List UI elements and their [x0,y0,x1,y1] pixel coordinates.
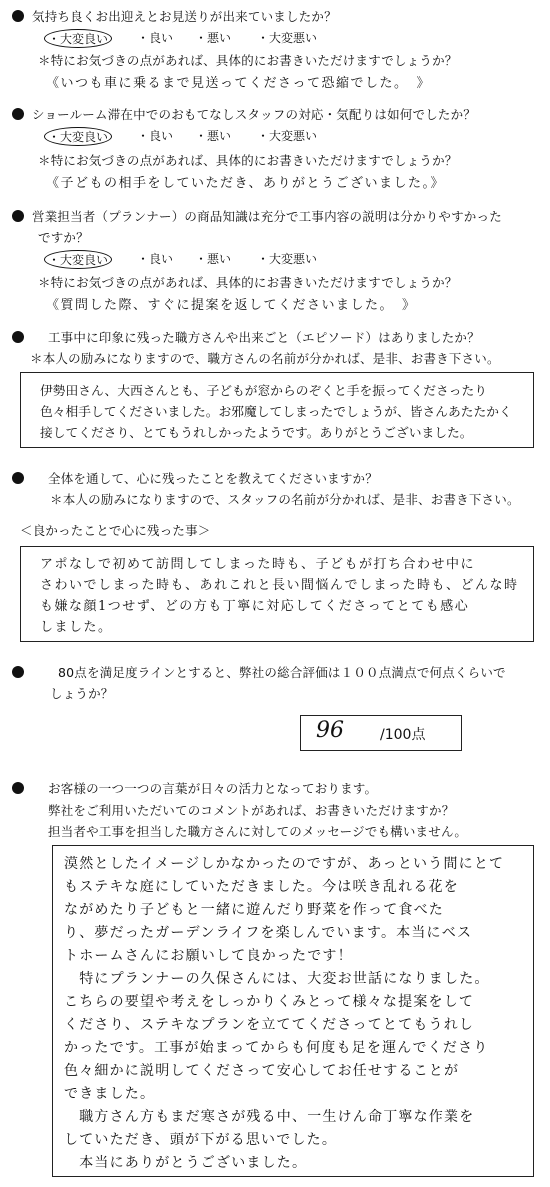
q1-options [0,29,550,47]
q4-answer-line: 接してくださり、とてもうれしかったようです。ありがとうございました。 [40,426,473,441]
q5-subheading: ＜良かったことで心に残った事＞ [20,523,211,538]
q4-note: ＊本人の励みになりますので、職方さんの名前が分かれば、是非、お書き下さい。 [30,351,500,366]
q5-answer-line: も嫌な顔1つせず、どの方も丁寧に対応してくださってとても感心 [40,599,470,614]
q5-answer-line: しました。 [40,620,113,635]
q6-bullet [12,666,24,678]
q7-answer-line: 本当にありがとうございました。 [64,1155,308,1171]
q5-note: ＊本人の励みになりますので、スタッフの名前が分かれば、是非、お書き下さい。 [50,492,520,507]
q7-answer-line: できました。 [64,1086,156,1102]
q6-score-suffix: /100点 [380,727,426,743]
q3-option-bad[interactable]: ・悪い [195,252,232,266]
q7-answer-line: 漠然としたイメージしかなかったのですが、あっという間にとて [64,856,505,872]
q3-answer: 《質問した際、すぐに提案を返してくださいました。 》 [46,298,417,313]
q1-option-good[interactable]: ・良い [137,31,174,45]
q7-answer-line: していただき、頭が下がる思いでした。 [64,1132,338,1148]
q7-answer-line: もステキな庭にしていただきました。今は咲き乱れる花を [64,879,459,895]
q2-prompt: ＊特にお気づきの点があれば、具体的にお書きいただけますでしょうか？ [38,153,458,168]
q7-answer-line: くださり、ステキなプランを立ててくださってとてもうれし [64,1017,475,1033]
q4-bullet [12,331,24,343]
q1-option-very-bad[interactable]: ・大変悪い [257,31,318,45]
q7-line2: 弊社をご利用いただいてのコメントがあれば、お書きいただけますか？ [48,803,455,818]
q7-line3: 担当者や工事を担当した職方さんに対してのメッセージでも構いません。 [48,824,468,839]
q3-question-line1: 営業担当者（プランナー）の商品知識は充分で工事内容の説明は分かりやすかった [32,209,502,224]
q3-question-line2: ですか？ [38,230,89,245]
q2-question: ショールーム滞在中でのおもてなしスタッフの対応・気配りは如何でしたか？ [32,107,477,122]
q4-question: 工事中に印象に残った職方さんや出来ごと（エピソード）はありましたか？ [48,330,480,345]
q2-option-bad[interactable]: ・悪い [195,129,232,143]
q3-prompt: ＊特にお気づきの点があれば、具体的にお書きいただけますでしょうか？ [38,275,458,290]
q5-answer-line: アポなしで初めて訪問してしまった時も、子どもが打ち合わせ中に [40,557,476,572]
q4-answer-line: 伊勢田さん、大西さんとも、子どもが窓からのぞくと手を振ってくださったり [40,384,488,399]
q2-option-very-good[interactable]: ・大変良い [44,127,112,146]
q3-option-very-bad[interactable]: ・大変悪い [257,252,318,266]
q7-bullet [12,782,24,794]
q2-answer: 《子どもの相手をしていただき、ありがとうございました。》 [46,176,445,191]
q3-bullet [12,210,24,222]
q6-score: 96 [316,718,344,743]
q5-question: 全体を通して、心に残ったことを教えてくださいますか？ [48,471,378,486]
q7-answer-line: 色々細かに説明してくださって安心してお任せすることが [64,1063,460,1079]
q7-answer-line: ながめたり子どもと一緒に遊んだり野菜を作って食べた [64,902,444,918]
q7-answer-line: こちらの要望や考えをしっかりくみとって様々な提案をして [64,994,475,1010]
q6-question-line1: 80点を満足度ラインとすると、弊社の総合評価は１００点満点で何点くらいで [58,665,506,680]
q1-answer: 《いつも車に乗るまで見送ってくださって恐縮でした。 》 [46,76,432,91]
q2-options [0,127,550,145]
q1-option-bad[interactable]: ・悪い [195,31,232,45]
q7-answer-line: り、夢だったガーデンライフを楽しんでいます。本当にベス [64,925,473,941]
q2-option-very-bad[interactable]: ・大変悪い [257,129,318,143]
q2-bullet [12,108,24,120]
q1-prompt: ＊特にお気づきの点があれば、具体的にお書きいただけますでしょうか？ [38,53,458,68]
q3-options [0,250,550,268]
q1-option-very-good[interactable]: ・大変良い [44,29,112,48]
q5-bullet [12,472,24,484]
q4-answer-line: 色々相手してくださいました。お邪魔してしまったでしょうが、皆さんあたたかく [40,405,512,420]
q3-option-very-good[interactable]: ・大変良い [44,250,112,269]
q1-question: 気持ち良くお出迎えとお見送りが出来ていましたか？ [32,9,337,24]
q7-answer-line: 特にプランナーの久保さんには、大変お世話になりました。 [64,971,490,987]
q3-option-good[interactable]: ・良い [137,252,174,266]
q5-answer-line: さわいでしまった時も、あれこれと長い間悩んでしまった時も、どんな時 [40,578,519,593]
q1-bullet [12,10,24,22]
q7-answer-line: 職方さん方もまだ寒さが残る中、一生けん命丁寧な作業を [64,1109,475,1125]
q6-question-line2: しょうか？ [50,686,114,701]
q7-line1: お客様の一つ一つの言葉が日々の活力となっております。 [48,781,378,796]
q7-answer-line: かったです。工事が始まってからも何度も足を運んでくださり [64,1040,489,1056]
q7-answer-line: トホームさんにお願いして良かったです！ [64,948,353,964]
q2-option-good[interactable]: ・良い [137,129,174,143]
